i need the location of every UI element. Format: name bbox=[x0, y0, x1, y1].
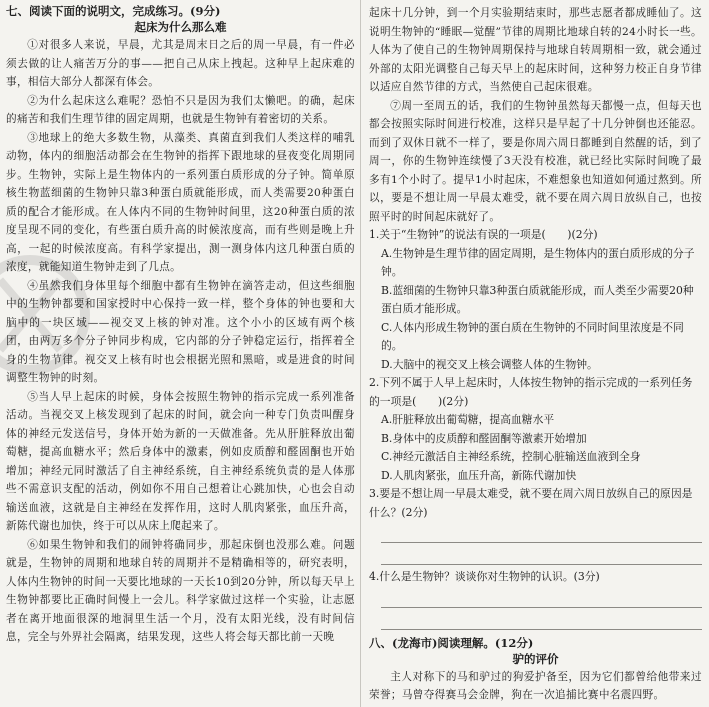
paragraph-3: ③地球上的绝大多数生物，从藻类、真菌直到我们人类这样的哺乳动物，体内的细胞活动都会在生物钟的指挥下跟地球的昼夜变化周期同步。生物钟，实际上是生物体内的一系列蛋白质形成的分子钟。简单原核生物蓝细菌的生物钟只靠3种蛋白质就能形成，而人类需要20种蛋白质的配合才能形成。在人体内不同的生物钟时间里，这20种蛋白质的浓度呈现不同的变化，有些蛋白质升高的时候浓度高，而有些则是晚上升高，一起的时候浓度高。有科学家提出，测一测身体内这几种蛋白质的浓度，就能知道生物钟走到了几点。 bbox=[6, 131, 355, 273]
column-divider bbox=[360, 0, 361, 707]
section-8-article-title: 驴的评价 bbox=[512, 651, 559, 666]
question-2-option-d[interactable]: D.人肌肉紧张，血压升高，新陈代谢加快 bbox=[381, 468, 577, 482]
question-1-stem: 1.关于“生物钟”的说法有误的一项是( )(2分) bbox=[369, 228, 598, 241]
paragraph-1: ①对很多人来说，早晨，尤其是周末日之后的周一早晨，有一件必须去做的让人痛苦万分的事——把自己从床上拽起。这种早上起床难的事，相信大部分人都深有体会。 bbox=[6, 39, 355, 88]
article-title: 起床为什么那么难 bbox=[134, 20, 227, 34]
paragraph-6: ⑥如果生物钟和我们的闹钟将确同步，那起床倒也没那么难。问题就是，生物钟的周期和地球自转的周期并不是精确相等的，研究表明，人体内生物钟的时间一天要比地球的一天长10到20分钟，所以每天早上生物钟都要比正确时间慢上一会儿。科学家做过这样一个实验，让志愿者在离开地面很深的地洞里生活一个月，没有太阳光线，没有时间信息，完全与外界社会隔离，结果发现，这些人将会每天都比前一天晚 bbox=[6, 538, 355, 643]
section-8-paragraph-1: 主人对称下的马和驴过的狗爱护备至，因为它们都曾给他带来过荣誉；马曾夺得赛马会金牌，狗在一次追捕比赛中名震四野。 bbox=[369, 670, 702, 701]
question-2 bbox=[369, 374, 702, 485]
paragraph-5: ⑤当人早上起床的时候，身体会按照生物钟的指示完成一系列准备活动。当视交叉上核发现到了起床的时间，就会向一种专门负责叫醒身体的神经元发送信号，身体开始为新的一天做准备。先从肝脏释放出葡萄糖，提高血糖水平；然后身体中的激素，例如皮质醇和醛固酮也开始增加；神经元同时激活了自主神经系统，自主神经系统负责的是人体那些不需意识支配的活动，例如你不用自己想着让心跳加快，心也会自动输送血液，这就是自主神经在发挥作用，这时人肌肉紧张，血压升高，新陈代谢也加快，终于可以从床上爬起来了。 bbox=[6, 390, 355, 532]
question-3-stem: 3.要是不想让周一早晨太难受，就不要在周六周日放纵自己的原因是什么？(2分) bbox=[369, 487, 693, 519]
question-2-option-b[interactable]: B.身体中的皮质醇和醛固酮等激素开始增加 bbox=[381, 431, 587, 445]
question-3-answer-line-2[interactable] bbox=[381, 546, 702, 565]
question-4-stem: 4.什么是生物钟？谈谈你对生物钟的认识。(3分) bbox=[369, 570, 600, 583]
question-3-answer-line-1[interactable] bbox=[381, 524, 702, 543]
question-4-answer-line-1[interactable] bbox=[381, 589, 702, 608]
question-2-option-a[interactable]: A.肝脏释放出葡萄糖，提高血糖水平 bbox=[381, 413, 555, 426]
paragraph-6-continued: 起床十几分钟，到一个月实验期结束时，那些志愿者都成睡仙了。这说明生物钟的“睡眠—觉醒”节律的周期比地球自转的24小时长一些。人体为了使自己的生物钟周期保持与地球自转周期相一致，就会通过外部的太阳光调整自己每天早上的起床时间，这种努力校正自身节律以适应自然节律的方式，当然使自己起床很难。 bbox=[369, 7, 702, 93]
left-column bbox=[6, 4, 355, 647]
paragraph-4: ④虽然我们身体里每个细胞中都有生物钟在滴答走动，但这些细胞中的生物钟都要和国家授时中心保持一致一样，整个身体的钟也要和大脑中的一块区域——视交叉上核的钟对准。这个小小的区域有两个核团，由两万多个分子钟同步构成，它内部的分子钟稳定运行，指挥着全身的生物节律。视交叉上核有时也会根据光照和黑暗，或是进食的时间调整生物钟的时刻。 bbox=[6, 279, 355, 384]
question-3 bbox=[369, 485, 702, 565]
question-2-stem: 2.下列不属于人早上起床时，人体按生物钟的指示完成的一系列任务的一项是( )(2分) bbox=[369, 376, 693, 408]
paragraph-7: ⑦周一至周五的话，我们的生物钟虽然每天都慢一点，但每天也都会按照实际时间进行校准，这样只是早起了十几分钟倒也还能忍。而到了双休日就不一样了，要是你周六周日都睡到自然醒的话，到了周一，你的生物钟连续慢了3天没有校准，就已经比实际时间晚了最多有1个小时了。提早1小时起床，不难想象也知道如何通过熬到。所以，要是不想让周一早晨太难受，就不要在周六周日放纵自己，也按照平时的时间起床就好了。 bbox=[369, 99, 702, 223]
section-7-heading: 七、阅读下面的说明文，完成练习。(9分) bbox=[6, 4, 221, 18]
question-1-option-c[interactable]: C.人体内形成生物钟的蛋白质在生物钟的不同时间里浓度是不同的。 bbox=[381, 320, 684, 352]
question-4 bbox=[369, 568, 702, 630]
paragraph-2: ②为什么起床这么难呢？恐怕不只是因为我们太懒吧。的确，起床的痛苦和我们生理节律的固定周期，也就是生物钟有着密切的关系。 bbox=[6, 94, 355, 125]
section-8-heading: 八、(龙海市)阅读理解。(12分) bbox=[369, 635, 534, 650]
right-column bbox=[369, 4, 702, 705]
question-4-answer-line-2[interactable] bbox=[381, 611, 702, 630]
question-2-option-c[interactable]: C.神经元激活自主神经系统，控制心脏输送血液到全身 bbox=[381, 450, 641, 463]
question-1 bbox=[369, 226, 702, 374]
question-1-option-b[interactable]: B.蓝细菌的生物钟只靠3种蛋白质就能形成，而人类至少需要20种蛋白质才能形成。 bbox=[381, 283, 694, 315]
question-1-option-d[interactable]: D.大脑中的视交叉上核会调整人体的生物钟。 bbox=[381, 357, 598, 371]
question-1-option-a[interactable]: A.生物钟是生理节律的固定周期，是生物体内的蛋白质形成的分子钟。 bbox=[381, 246, 695, 278]
